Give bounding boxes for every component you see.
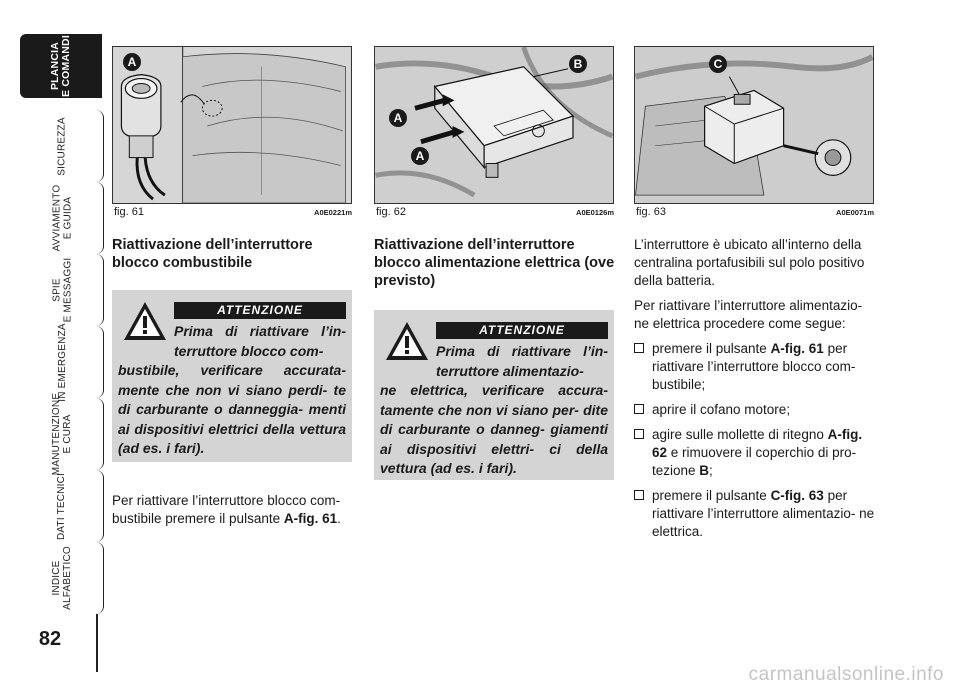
procedure-list [634,340,878,541]
figure-61-caption [112,206,352,220]
step-text: premere il pulsante [652,341,771,356]
tab-label: IN EMERGENZA [56,322,68,402]
tab-in-emergenza[interactable] [22,322,102,402]
step-text: aprire il cofano motore; [652,402,791,417]
paragraph: L’interruttore è ubicato all’interno della centralina portafusibili sul polo positivo della batteria. [634,237,865,288]
figure-reference: A-fig. 62 [652,427,863,460]
list-item [634,487,878,541]
page-number: 82 [38,628,62,650]
warning-title: ATTENZIONE [174,302,346,319]
warning-text-rest: ne elettrica, verificare accura- tamente che non vi siano per- dite di carburante o danneg- giamenti ai dispositivi elettri- ci della vettura (ad es. i fari). [380,382,608,476]
step-text: ; [709,463,713,478]
callout-a: A [389,109,407,127]
step-text: agire sulle mollette di ritegno [652,427,828,442]
paragraph: Per riattivare l’interruttore alimentazio- ne elettrica procedere come segue: [634,298,863,331]
figure-reference: C-fig. 63 [770,488,824,503]
tab-sicurezza[interactable] [22,114,102,178]
power-cutoff-switch-illustration [635,47,873,203]
tab-label: INDICE ALFABETICO [51,546,73,610]
tab-spie-e-messaggi[interactable] [22,258,102,322]
tab-label: MANUTENZIONE E CURA [51,392,73,476]
figure-label: fig. 62 [376,206,406,218]
figure-label: fig. 63 [636,206,666,218]
section-heading: Riattivazione dell’interruttore blocco alimentazione elettrica (ove previsto) [374,237,615,289]
figure-code: A0E0071m [836,208,874,217]
tab-label: SPIE E MESSAGGI [50,257,73,323]
step-text: premere il pulsante [652,488,771,503]
page-number-rule [96,614,98,672]
bullet-box-icon [634,429,644,439]
list-item [634,401,878,419]
tab-plancia-e-comandi[interactable] [20,34,102,98]
column-1 [112,236,354,272]
callout-a: A [411,147,429,165]
callout-c: C [709,55,727,73]
figure-61 [112,46,352,204]
bullet-box-icon [634,490,644,500]
figure-code: A0E0221m [314,208,352,217]
column-3 [634,236,878,548]
warning-box [374,310,614,480]
warning-box [112,290,352,462]
instruction-text: Per riattivare l’interruttore blocco com- bustibile premere il pulsante [112,493,341,526]
tab-label: AVVIAMENTO E GUIDA [51,184,73,252]
list-item [634,426,878,480]
figure-63 [634,46,874,204]
tab-label: PLANCIA E COMANDI [48,35,72,97]
step-text: e rimuovere il coperchio di pro- tezione [652,445,857,478]
warning-text-rest: bustibile, verificare accurata- mente che non vi siano perdi- te di carburante o danneggia- menti ai dispositivi elettrici della vettura (ad es. i fari). [118,362,346,456]
figure-reference: A-fig. 61 [283,511,338,526]
figure-code: A0E0126m [576,208,614,217]
list-item [634,340,878,394]
warning-text-lead: Prima di riattivare l’in- terruttore blocco com- [174,323,346,359]
figure-62 [374,46,614,204]
figure-reference: A-fig. 61 [770,341,824,356]
tab-dati-tecnici[interactable] [22,474,102,538]
tab-label: SICUREZZA [56,116,68,176]
callout-b: B [569,55,587,73]
figure-62-caption [374,206,614,220]
figure-label: fig. 61 [114,206,144,218]
callout-a: A [123,53,141,71]
figure-63-caption [634,206,874,220]
bullet-box-icon [634,343,644,353]
step-text: per riattivare l’interruttore alimentazio- ne elettrica. [652,488,875,539]
figure-reference: B [699,463,710,478]
tab-label: DATI TECNICI [56,472,68,540]
warning-text [380,342,608,479]
tab-avviamento-e-guida[interactable] [22,186,102,250]
section-tabs [0,18,100,618]
instruction-paragraph [112,492,356,528]
bullet-box-icon [634,404,644,414]
warning-text-lead: Prima di riattivare l’in- terruttore alimentazio- [436,343,608,379]
warning-title: ATTENZIONE [436,322,608,339]
tab-indice-alfabetico[interactable] [22,546,102,610]
section-heading: Riattivazione dell’interruttore blocco combustibile [112,237,313,271]
tab-manutenzione-e-cura[interactable] [22,392,102,476]
column-2 [374,236,616,290]
watermark: carmanualsonline.info [748,664,944,685]
fuel-cutoff-switch-illustration [113,47,351,203]
instruction-text: . [337,511,341,526]
step-text: per riattivare l’interruttore blocco com- bustibile; [652,341,856,392]
warning-text [118,322,346,459]
